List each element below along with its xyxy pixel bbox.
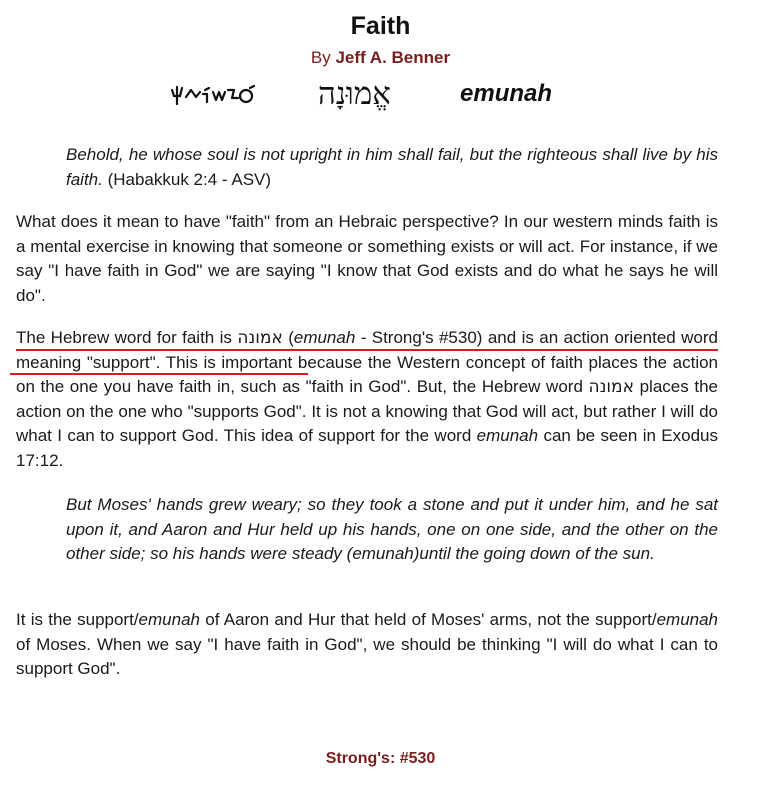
emunah-italic-3: emunah	[138, 610, 200, 629]
para2-text-2: (	[282, 328, 294, 347]
emunah-italic-4: emunah	[656, 610, 719, 629]
quote-text: Behold, he whose soul is not upright in him shall fail, but the righteous shall live by his faith.	[66, 145, 718, 189]
strongs-number-footer: Strong's: #530	[325, 750, 436, 767]
hebrew-word: אֱמוּנָה	[318, 76, 391, 112]
paleo-hebrew-word-icon	[170, 84, 256, 108]
word-display-row	[0, 76, 761, 116]
emunah-italic-2: emunah	[476, 426, 539, 445]
habakkuk-quote	[66, 143, 718, 192]
red-underline-line-2	[10, 373, 308, 375]
exodus-quote-text: But Moses' hands grew weary; so they took a stone and put it under him, and he sat upon it, and Aaron and Hur held up his hands, one on one side, and the other on the other side; so his hands were steady (emunah)until the going down of the sun.	[66, 495, 718, 563]
para2-text-1: The Hebrew word for faith is	[16, 328, 238, 347]
para2-text-3: - Strong's #530) and is an action oriented word meaning "support". This is important because the Western concept of faith places the action on the one you have faith in, such as "faith in God". But, the Hebrew word	[16, 328, 718, 396]
para2-text-5: can be seen in Exodus 17:12.	[16, 426, 719, 470]
para3-text-1: It is the support/	[16, 610, 139, 629]
para3-text-3: of Moses. When we say "I have faith in God", we should be thinking "I will do what I can to support God".	[16, 634, 718, 678]
quote-reference: (Habakkuk 2:4 - ASV)	[102, 169, 272, 189]
paragraph-intro: What does it mean to have "faith" from an Hebraic perspective? In our western minds faith is a mental exercise in knowing that someone or something exists or will act. For instance, if we say "I have faith in God" we are saying "I know that God exists and do what he says he will do".	[16, 212, 718, 305]
hebrew-inline-1: אמונה	[237, 328, 283, 348]
red-underline-line-1	[16, 349, 718, 351]
hebrew-inline-2: אמונה	[588, 377, 634, 397]
paragraph-conclusion	[16, 608, 718, 682]
exodus-quote	[66, 493, 718, 567]
emunah-italic-1: emunah	[293, 328, 356, 347]
author-name[interactable]: Jeff A. Benner	[335, 48, 451, 67]
byline	[0, 48, 761, 68]
byline-prefix: By	[310, 48, 331, 67]
page-title: Faith	[350, 12, 411, 40]
para3-text-2: of Aaron and Hur that held of Moses' arms, not the support/	[199, 610, 657, 629]
para2-text-4: places the action on the one who "supports God". It is not a knowing that God will act, but rather I will do what I can to support God. This idea of support for the word	[16, 377, 718, 445]
transliteration: emunah	[460, 80, 553, 107]
